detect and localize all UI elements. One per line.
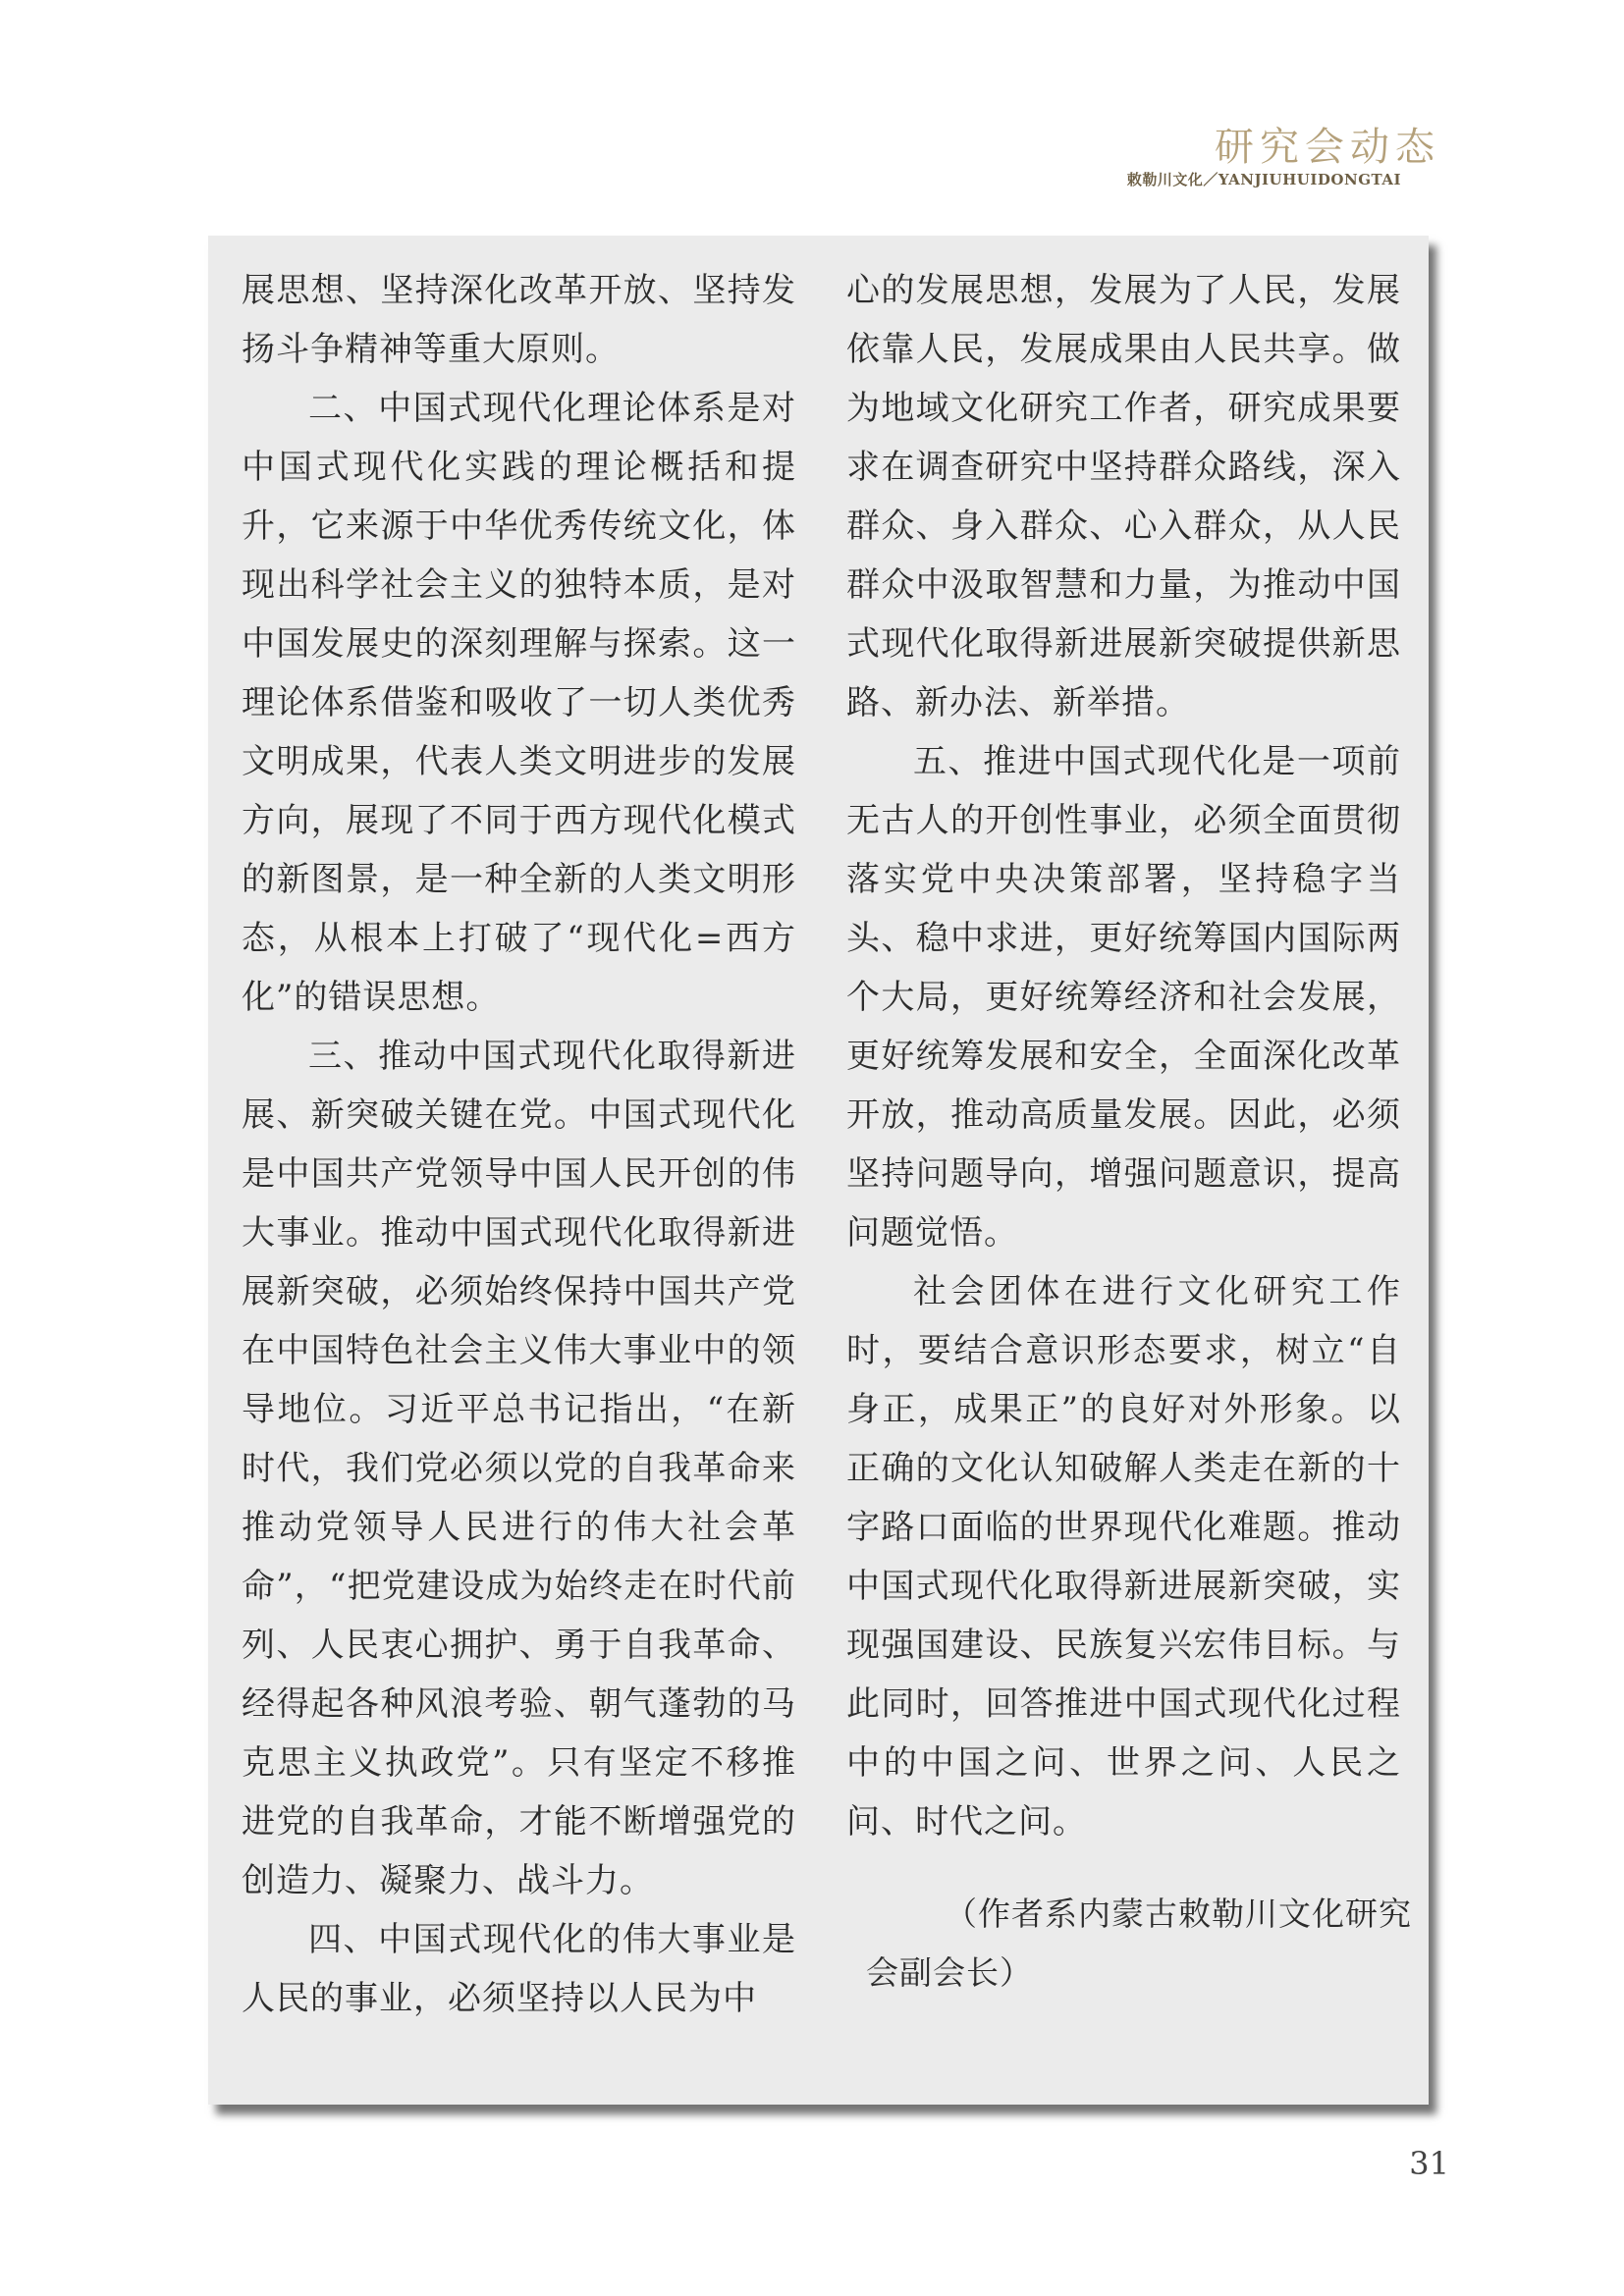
left-column	[242, 261, 796, 2028]
section-subtitle: 敕勒川文化／YANJIUHUIDONGTAI	[1126, 171, 1401, 188]
paragraph: 社会团体在进行文化研究工作时，要结合意识形态要求，树立“自身正，成果正”的良好对外形象。以正确的文化认知破解人类走在新的十字路口面临的世界现代化难题。推动中国式现代化取得新进展新突破，实现强国建设、民族复兴宏伟目标。与此同时，回答推进中国式现代化过程中的中国之问、世界之问、人民之问、时代之问。	[846, 1272, 1401, 1842]
paragraph: 四、中国式现代化的伟大事业是人民的事业，必须坚持以人民为中	[242, 1920, 796, 2018]
right-column	[846, 261, 1412, 2002]
section-title: 研究会动态	[1215, 125, 1440, 170]
author-byline: （作者系内蒙古敕勒川文化研究	[945, 1895, 1412, 1933]
author-byline: 会副会长）	[866, 1953, 1033, 1992]
paragraph: 五、推进中国式现代化是一项前无古人的开创性事业，必须全面贯彻落实党中央决策部署，坚持稳字当头、稳中求进，更好统筹国内国际两个大局，更好统筹经济和社会发展，更好统筹发展和安全，全面深化改革开放，推动高质量发展。因此，必须坚持问题导向，增强问题意识，提高问题觉悟。	[846, 742, 1401, 1253]
paragraph: 展思想、坚持深化改革开放、坚持发扬斗争精神等重大原则。	[242, 271, 796, 369]
paragraph: 二、中国式现代化理论体系是对中国式现代化实践的理论概括和提升，它来源于中华优秀传统文化，体现出科学社会主义的独特本质，是对中国发展史的深刻理解与探索。这一理论体系借鉴和吸收了一切人类优秀文明成果，代表人类文明进步的发展方向，展现了不同于西方现代化模式的新图景，是一种全新的人类文明形态，从根本上打破了“现代化=西方化”的错误思想。	[242, 389, 796, 1017]
page-number: 31	[1409, 2145, 1449, 2182]
paragraph: 心的发展思想，发展为了人民，发展依靠人民，发展成果由人民共享。做为地域文化研究工作者，研究成果要求在调查研究中坚持群众路线，深入群众、身入群众、心入群众，从人民群众中汲取智慧和力量，为推动中国式现代化取得新进展新突破提供新思路、新办法、新举措。	[846, 271, 1401, 722]
paragraph: 三、推动中国式现代化取得新进展、新突破关键在党。中国式现代化是中国共产党领导中国人民开创的伟大事业。推动中国式现代化取得新进展新突破，必须始终保持中国共产党在中国特色社会主义伟大事业中的领导地位。习近平总书记指出，“在新时代，我们党必须以党的自我革命来推动党领导人民进行的伟大社会革命”，“把党建设成为始终走在时代前列、人民衷心拥护、勇于自我革命、经得起各种风浪考验、朝气蓬勃的马克思主义执政党”。只有坚定不移推进党的自我革命，才能不断增强党的创造力、凝聚力、战斗力。	[242, 1037, 796, 1900]
